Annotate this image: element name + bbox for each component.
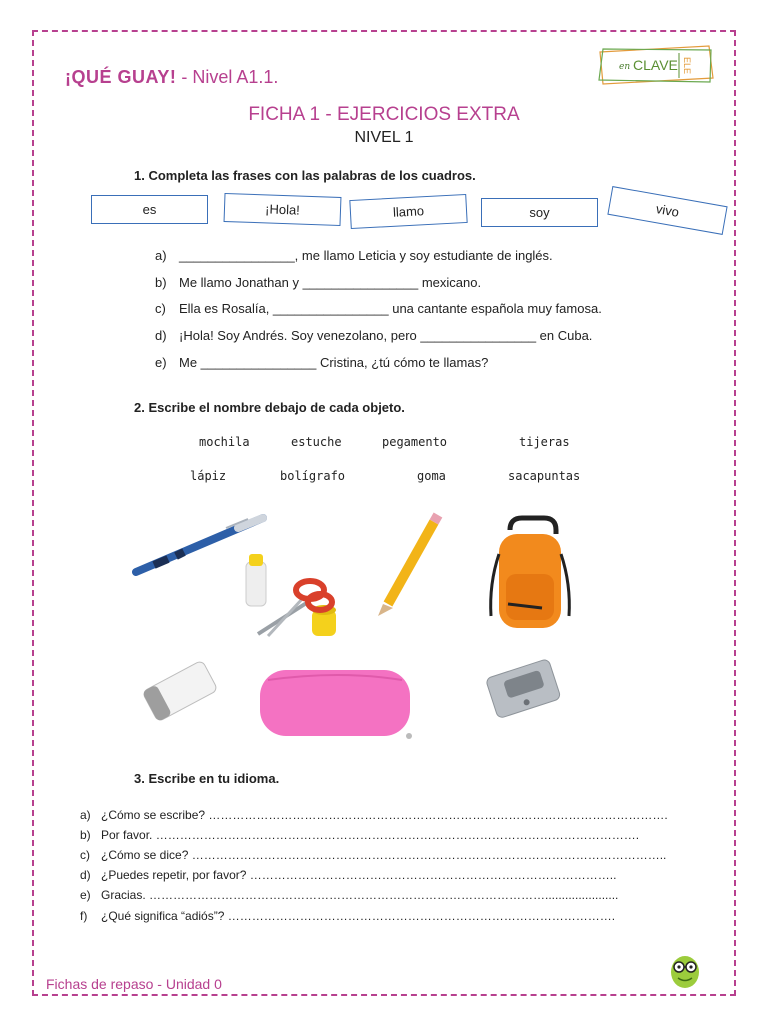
sentence-c: c) Ella es Rosalía, ________________ una cantante española muy famosa. — [155, 301, 602, 316]
exercise-2-heading: 2. Escribe el nombre debajo de cada objeto. — [134, 400, 405, 415]
word-box-soy: soy — [481, 198, 598, 227]
pencil-image — [378, 515, 438, 616]
exercise-3-heading: 3. Escribe en tu idioma. — [134, 771, 280, 786]
svg-text:ELE: ELE — [682, 57, 692, 75]
mascot-icon — [664, 948, 706, 990]
sentence-a: a) ________________, me llamo Leticia y soy estudiante de inglés. — [155, 248, 553, 263]
school-objects-photo — [118, 494, 608, 756]
sentence-e: e) Me ________________ Cristina, ¿tú cómo te llamas? — [155, 355, 489, 370]
pencil-case-image — [260, 670, 412, 739]
brand-level: - Nivel A1.1. — [176, 67, 279, 87]
word-mochila: mochila — [199, 435, 250, 449]
word-box-es: es — [91, 195, 208, 224]
word-box-vivo: vivo — [607, 186, 727, 235]
brand-title — [65, 67, 278, 88]
translate-item-a: a) ¿Cómo se escribe? ……………………………………………………………………………………………………. — [80, 808, 668, 822]
word-boligrafo: bolígrafo — [280, 469, 346, 483]
sentence-b: b) Me llamo Jonathan y ________________ mexicano. — [155, 275, 482, 290]
word-pegamento: pegamento — [382, 435, 448, 449]
word-sacapuntas: sacapuntas — [508, 469, 581, 483]
exercise-1-heading: 1. Completa las frases con las palabras de los cuadros. — [134, 168, 476, 183]
svg-text:en: en — [619, 62, 631, 72]
word-box-llamo: llamo — [349, 194, 467, 229]
footer-text: Fichas de repaso - Unidad 0 — [46, 976, 222, 992]
worksheet-title: FICHA 1 - EJERCICIOS EXTRA — [248, 104, 520, 125]
eraser-image — [142, 660, 218, 722]
pen-image — [136, 518, 263, 572]
sharpener-image — [485, 658, 561, 718]
sentence-d: d) ¡Hola! Soy Andrés. Soy venezolano, pero ________________ en Cuba. — [155, 328, 593, 343]
translate-item-e: e) Gracias. ………………………………………………………………………………………...................... — [80, 888, 619, 902]
worksheet-level: NIVEL 1 — [354, 129, 414, 146]
word-tijeras: tijeras — [519, 435, 570, 449]
word-goma: goma — [417, 469, 446, 483]
translate-item-b: b) Por favor. …………………………………………………………………………………………………………. — [80, 828, 640, 842]
backpack-image — [491, 518, 570, 628]
translate-item-c: c) ¿Cómo se dice? ……………………………………………………………………………………………………….. — [80, 848, 667, 862]
word-estuche: estuche — [291, 435, 342, 449]
word-lapiz: lápiz — [190, 469, 227, 483]
word-box-hola: ¡Hola! — [224, 193, 342, 226]
translate-item-f: f) ¿Qué significa “adiós”? ……………………………………………………………………………………. — [80, 909, 616, 923]
svg-text:CLAVE: CLAVE — [633, 57, 678, 73]
brand-name: ¡QUÉ GUAY! — [65, 67, 177, 87]
translate-item-d: d) ¿Puedes repetir, por favor? ……………………………………………………………………………….. — [80, 868, 617, 882]
enclave-ele-logo — [597, 44, 715, 86]
